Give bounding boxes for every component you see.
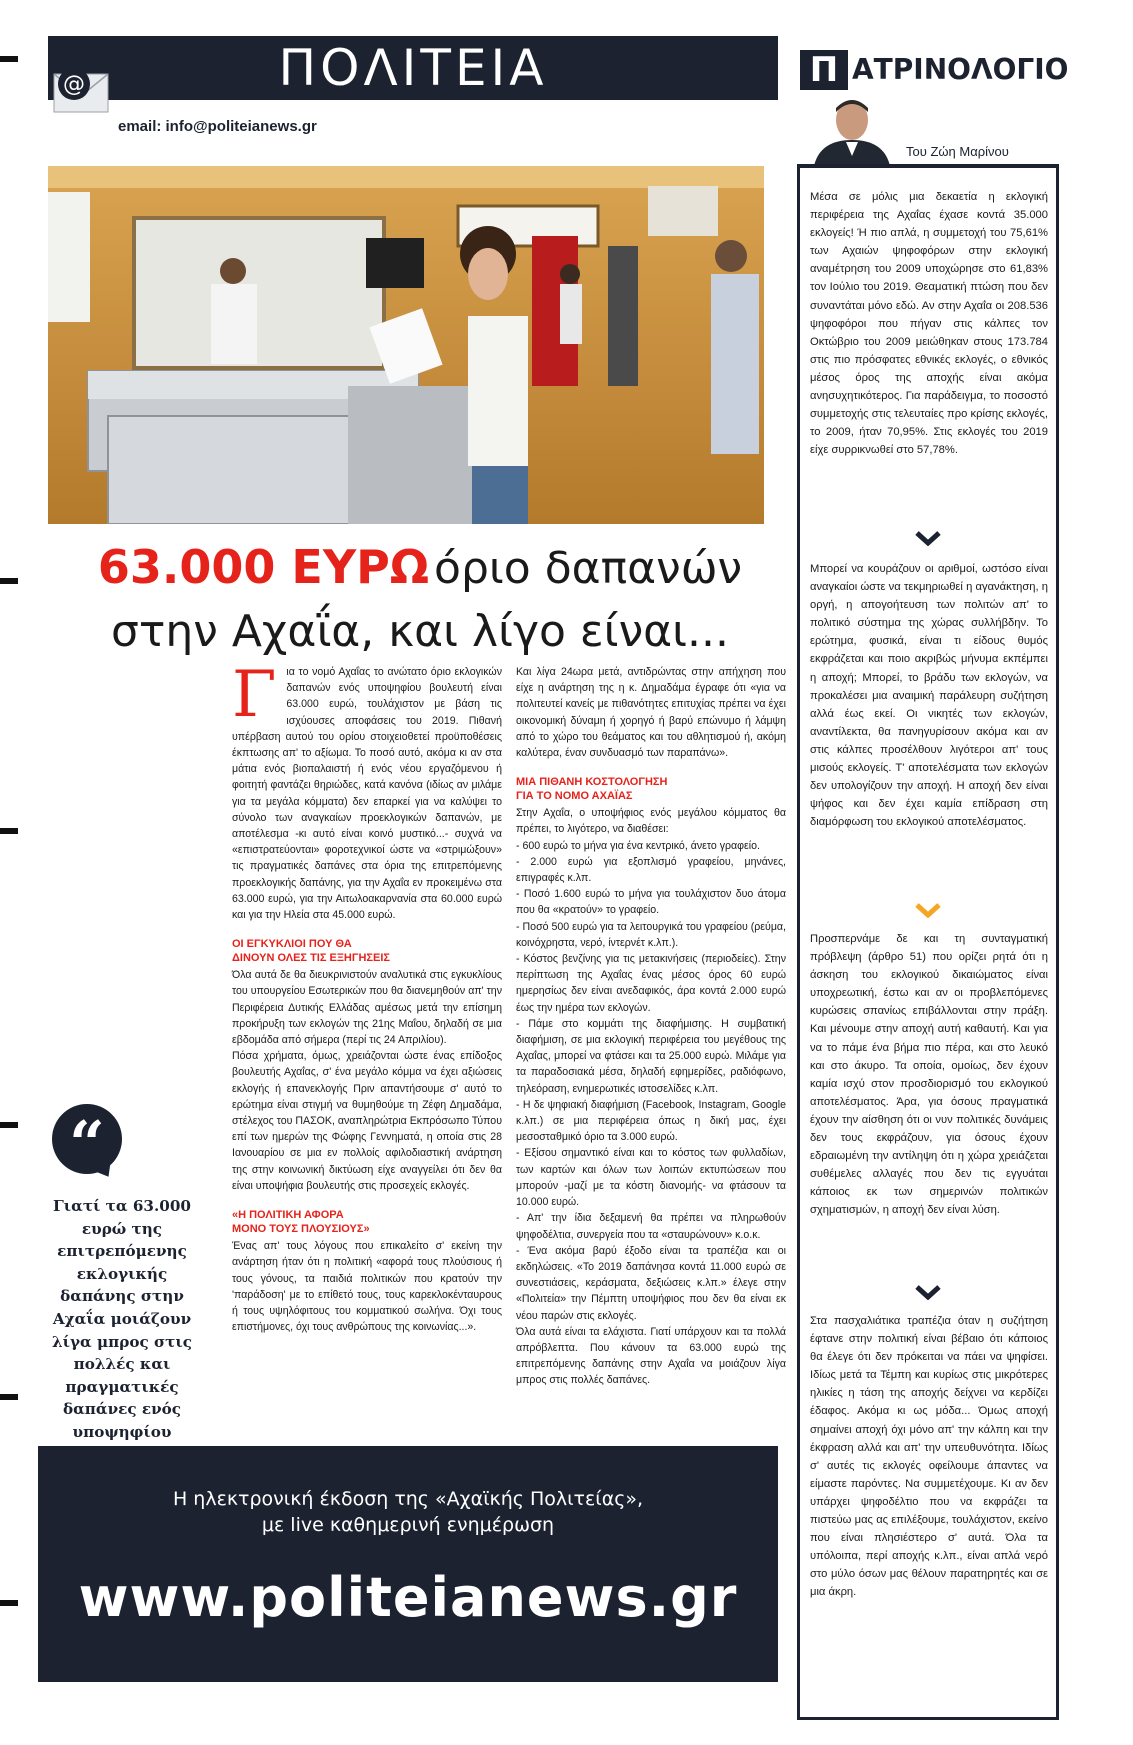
article-paragraph: Στην Αχαΐα, ο υποψήφιος ενός μεγάλου κόμματος θα πρέπει, το λιγότερο, να διαθέσει: — [516, 807, 786, 836]
cost-item: - Ποσό 1.600 ευρώ το μήνα για τουλάχιστον δυο άτομα που θα «κρατούν» το γραφείο. — [516, 888, 786, 917]
pull-quote: Γιατί τα 63.000 ευρώ της επιτρεπόμενης εκλογικής δαπάνης στην Αχαΐα μοιάζουν λίγα μπρος στις πολλές και πραγματικές δαπάνες ενός υποψηφίου — [51, 1197, 192, 1441]
column-logo-title: ΑΤΡΙΝΟΛΟΓΙΟ — [852, 53, 1069, 86]
subheading — [232, 1208, 502, 1236]
article-paragraph: Και λίγα 24ωρα μετά, αντιδρώντας στην απήχηση που είχε η ανάρτηση της η κ. Δημαδάμα έγραφε ότι «για να πολιτευτεί κανείς με πιθανότητες επιτυχίας πρέπει να έχει οικονομική δύναμη ή χορηγό ή βαρύ επώνυμο ή λάμψη από το χώρο του θεάματος και του αθλητισμού ή, ακόμη καλύτερα, έναν συνδυασμό των παραπάνω». — [516, 666, 786, 760]
subheading-line: ΓΙΑ ΤΟ ΝΟΜΟ ΑΧΑΪΑΣ — [516, 790, 633, 803]
subheading — [232, 937, 502, 965]
subheading-line: ΜΟΝΟ ΤΟΥΣ ΠΛΟΥΣΙΟΥΣ» — [232, 1223, 370, 1236]
article-paragraph: Ένας απ' τους λόγους που επικαλείτο σ' εκείνη την ανάρτηση ήταν ότι η πολιτική «αφορά τους πλούσιους ή τους γόνους, τα παιδιά πολιτικών που κρατούν την 'παράδοση' με το επίθετό τους, τους καρεκλοκένταυρους ή τους υψηλόφιτους του κομματικού σωλήνα. Όχι τους επιστήμονες, όχι τους ανθρώπους της κοινωνίας...». — [232, 1240, 502, 1334]
column-paragraph: Μπορεί να κουράζουν οι αριθμοί, ωστόσο είναι αναγκαίοι ώστε να τεκμηριωθεί η αγανάκτηση, η οργή, η απογοήτευση των πολιτών απ' το πολιτικό σύστημα της χώρας συλλήβδην. Το ερώτημα, φυσικά, είναι τι είδους θυμός εκφράζεται και ποιο ακριβώς μήνυμα εκπέμπει η αποχή; Μπορεί, το βράδυ των εκλογών, να προκαλέσει μια αναιμική παράλευρη συζήτηση αλλά έως εκεί. Οι νικητές των εκλογών, αναντίλεκτα, θα πανηγυρίσουν ακόμα και αν στις κάλπες προσέλθουν λιγότεροι απ' τους μισούς εκλογείς. Τ' αποτελέσματα των εκλογών δεν υπολογίζουν την αποχή. Η αποχή δεν είναι ψήφος και δεν έχει καμία επίδραση στη διαμόρφωση του εκλογικού αποτελέσματος. — [810, 563, 1048, 829]
cost-item: - Κόστος βενζίνης για τις μετακινήσεις (περιοδείες). Στην περίπτωση της Αχαΐας ένας μέσος όρος 60 ευρώ ημερησίως δεν είναι ανεδαφικός, άρα κοντά 2.000 ευρώ έως την ημέρα των εκλογών. — [516, 953, 786, 1014]
headline-part-1: όριο δαπανών — [434, 543, 743, 594]
cost-item: - Ποσό 500 ευρώ για τα λειτουργικά του γραφείου (ρεύμα, κοινόχρηστα, νερό, ίντερνέτ κ.λπ.). — [516, 920, 786, 949]
article-column-1 — [232, 658, 502, 1335]
column-paragraph: Προσπερνάμε δε και τη συνταγματική πρόβλεψη (άρθρο 51) που ορίζει ρητά ότι η άσκηση του εκλογικού δικαιώματος είναι υποχρεωτική, έστω και αν οι προβλεπόμενες κυρώσεις σπανίως επιβάλλονται στην πράξη. Και μένουμε στην αποχή αυτή καθαυτή. Και για να το πάμε ένα βήμα πιο πέρα, και στο λευκό και στο άκυρο. Τα οποία, ομοίως, δεν έχουν καμία ισχύ στον προσδιορισμό του εκλογικού αποτελέσματος. Άρα, για όσους πραγματικά έχουν την αίσθηση ότι οι νυν πολιτικές δυνάμεις δεν τους εκφράζουν, για όσους έχουν εδραιωμένη την αντίληψη ότι η χώρα χρειάζεται συθέμελες αλλαγές που δεν τις εγγυάται κάποιος εκ των σημερινών πολιτικών σχηματισμών, η αποχή δεν είναι λύση. — [810, 933, 1048, 1217]
chevron-down-icon — [914, 902, 942, 918]
article-paragraph: Όλα αυτά δε θα διευκρινιστούν αναλυτικά στις εγκυκλίους του υπουργείου Εσωτερικών που θα διανεμηθούν απ' την Περιφέρεια Δυτικής Ελλάδας αμέσως μετά την επίσημη προκήρυξη των εκλογών της 21ης Μαΐου, δηλαδή σε μια εβδομάδα από σήμερα (περί τις 24 Απριλίου). — [232, 969, 502, 1047]
margin-mark — [0, 578, 18, 584]
headline-highlight: 63.000 ΕΥΡΩ — [97, 540, 429, 594]
article-paragraph: Πόσα χρήματα, όμως, χρειάζονται ώστε ένας επίδοξος βουλευτής Αχαΐας, σ' ένα μεγάλο κόμμα να έχει αξιώσεις εκλογής ή επανεκλογής Πριν απαντήσουμε σ' αυτό το ερώτημα είναι στιγμή να θυμηθούμε τη Ζέφη Δημαδάμα, στέλεχος του ΠΑΣΟΚ, αναπληρώτρια Εκπρόσωπο Τύπου επί των ημερών της Φώφης Γεννηματά, η οποία στις 28 Ιανουαρίου σε μια εν πολλοίς αφιλοδιαστική ανάρτηση της στην κοινωνική δικτύωση είχε αναγγείλει ότι δεν θα είναι υποψήφια βουλευτής στις προσεχείς εκλογές. — [232, 1050, 502, 1192]
promo-banner[interactable] — [38, 1446, 778, 1682]
subheading-line: ΜΙΑ ΠΙΘΑΝΗ ΚΟΣΤΟΛΟΓΗΣΗ — [516, 776, 668, 789]
column-paragraph: Μέσα σε μόλις μια δεκαετία η εκλογική περιφέρεια της Αχαΐας έχασε κοντά 35.000 εκλογείς! Ή πιο απλά, η συμμετοχή του 75,61% των Αχαιών ψηφοφόρων στην εκλογική αναμέτρηση του 2009 υποχώρησε στο 61,83% τον Ιούλιο του 2019. Θεαματική πτώση που δεν συναντάται μόνο εδώ. Αν στην Αχαΐα οι 208.536 ψηφοφόροι που πήγαν στις κάλπες τον Οκτώβριο του 2009 μειώθηκαν στους 173.784 στις πιο πρόσφατες εθνικές εκλογές, ο εθνικός μέσος όρος της αποχής είναι ακόμα ανησυχητικότερος. Για παράδειγμα, το ποσοστό συμμετοχής στις τελευταίες προ κρίσης εκλογές, το 2009, ήταν 70,95%. Στις εκλογές του 2019 είχε συρρικνωθεί στο 57,78%. — [810, 191, 1048, 457]
column-paragraph: Στα πασχαλιάτικα τραπέζια όταν η συζήτηση έφτανε στην πολιτική είναι βέβαιο ότι κάποιος θα έλεγε ότι δεν πρόκειται να πάει να ψηφίσει. Ιδίως μετά τα Τέμπη και κυρίως στις μικρότερες ηλικίες η τάση της αποχής δείχνει να κερδίζει έδαφος. Ακόμα κι ως μόδα... Όμως αποχή σημαίνει αποχή όχι μόνο απ' την κάλπη και την έκφραση αλλά και απ' την υπευθυνότητα. Ιδίως σ' αυτές τις εκλογές οφείλουμε άπαντες να είμαστε παρόντες. Να συμμετέχουμε. Κι αν δεν υπάρχει ψηφοδέλτιο που να εκφράζει τα πιστεύω μας ας επιλέξουμε, τουλάχιστον, εκείνο που είναι πλησιέστερο σ' αυτά. Όλα τα υπόλοιπα, περί αποχής κ.λπ., είναι απλά νερό στο μύλο όσων μας θέλουν παρατηρητές και σε μια άκρη. — [810, 1315, 1048, 1599]
section-header-bar — [48, 36, 778, 100]
svg-text:@: @ — [63, 72, 85, 97]
email-envelope-icon — [44, 62, 116, 118]
cost-item: - Πάμε στο κομμάτι της διαφήμισης. Η συμβατική διαφήμιση, σε μια εκλογική περιφέρεια του μεγέθους της Αχαΐας, μπορεί να φτάσει και τα 25.000 ευρώ. Μιλάμε για τα παραδοσιακά μέσα, δηλαδή εφημερίδες, ραδιόφωνο, τηλεόραση, ενημερωτικές ιστοσελίδες κ.λπ. — [516, 1017, 786, 1095]
subheading-line: ΔΙΝΟΥΝ ΟΛΕΣ ΤΙΣ ΕΞΗΓΗΣΕΙΣ — [232, 952, 391, 965]
subheading — [516, 775, 786, 803]
cost-item: - Εξίσου σημαντικό είναι και το κόστος των φυλλαδίων, των καρτών και όλων των λοιπών εκτυπώσεων που μπορούν -μαζί με τα κόστη διανομής- να φτάσουν τα 10.000 ευρώ. — [516, 1147, 786, 1209]
cost-item: - Η δε ψηφιακή διαφήμιση (Facebook, Instagram, Google κ.λπ.) σε μια περιφέρεια όπως η δική μας, έχει μεσοσταθμικό όριο τα 3.000 ευρώ. — [516, 1098, 786, 1144]
margin-mark — [0, 56, 18, 62]
promo-url-link[interactable]: www.politeianews.gr — [78, 1566, 738, 1629]
margin-mark — [0, 828, 18, 834]
column-logo-letter: Π — [800, 50, 848, 90]
margin-mark — [0, 1600, 18, 1606]
promo-line-2: με live καθημερινή ενημέρωση — [261, 1514, 555, 1536]
author-portrait — [806, 90, 898, 166]
contact-email: email: info@politeianews.gr — [118, 118, 317, 135]
promo-line-1: Η ηλεκτρονική έκδοση της «Αχαϊκής Πολιτείας», — [172, 1488, 644, 1510]
margin-mark — [0, 1394, 18, 1400]
drop-cap: Γ — [232, 658, 277, 732]
quote-icon: “ — [52, 1104, 122, 1174]
margin-mark — [0, 1122, 18, 1128]
cost-item: - 600 ευρώ το μήνα για ένα κεντρικό, άνετο γραφείο. — [516, 839, 760, 852]
subheading-line: «Η ΠΟΛΙΤΙΚΗ ΑΦΟΡΑ — [232, 1209, 344, 1222]
headline-part-2: στην Αχαΐα, και λίγο είναι... — [111, 606, 729, 657]
voting-scene-illustration — [48, 166, 764, 524]
article-headline — [80, 540, 760, 659]
chevron-down-icon — [914, 530, 942, 546]
cost-item: - 2.000 ευρώ για εξοπλισμό γραφείου, μηνάνες, επιγραφές κ.λπ. — [516, 855, 786, 885]
cost-item: - Απ' την ίδια δεξαμενή θα πρέπει να πληρωθούν ψηφοδέλτια, συνεργεία που τα «σταυρώνουν» κ.ο.κ. — [516, 1212, 786, 1241]
article-column-2 — [516, 664, 786, 1389]
cost-item: - Ένα ακόμα βαρύ έξοδο είναι τα τραπέζια και οι εκδηλώσεις. «Το 2019 δαπάνησα κοντά 11.000 ευρώ σε συνεστιάσεις, κεράσματα, δεξιώσεις κ.λπ.» έλεγε στην «Πολιτεία» την Πέμπτη υποψήφιος που δεν θα είναι εκ νέου παρών στις εκλογές. — [516, 1244, 786, 1322]
article-paragraph: Όλα αυτά είναι τα ελάχιστα. Γιατί υπάρχουν και τα πολλά απρόβλεπτα. Που κάνουν τα 63.000 ευρώ της επιτρεπόμενης δαπάνης στην Αχαΐα να μοιάζουν λίγα μπρος στις πολλές δαπάνες. — [516, 1325, 786, 1387]
article-photo-voting — [48, 166, 764, 524]
subheading-line: ΟΙ ΕΓΚΥΚΛΙΟΙ ΠΟΥ ΘΑ — [232, 938, 352, 951]
article-paragraph: ια το νομό Αχαΐας το ανώτατο όριο εκλογικών δαπανών ενός υποψηφίου βουλευτή είναι 63.000 ευρώ, τουλάχιστον με βάση τις ισχύουσες αποφάσεις του 2019. Πιθανή υπέρβαση αυτού του ορίου στοιχειοθετεί προϋποθέσεις έκπτωσης απ' το αξίωμα. Το ποσό αυτό, ακόμα κι αν στα μάτια ενός βιοπαλαιστή ή ενός νέου εργαζόμενου ή φοιτητή φαντάζει θηριώδες, κατά κανόνα (ιδίως αν μιλάμε για τα μεγάλα κόμματα) δεν επαρκεί για να καλύψει το σύνολο των αναγκαίων προεκλογικών δαπανών, με αποτέλεσμα -κι αυτό είναι κοινό μυστικό...- συχνά να «επιστρατεύονται» φοροτεχνικοί ώστε να «στριμώξουν» τις πραγματικές δαπάνες στα όρια της επιτρεπόμενης προεκλογικής δαπάνης, για την Αχαΐα εν προκειμένω στα 63.000 ευρώ, για την Αιτωλοακαρνανία στα 60.000 ευρώ και για την Ηλεία στα 45.000 ευρώ. — [232, 666, 502, 922]
author-byline: Του Ζώη Μαρίνου — [906, 144, 1009, 159]
chevron-down-icon — [914, 1284, 942, 1300]
section-title: ΠΟΛΙΤΕΙΑ — [278, 39, 548, 97]
